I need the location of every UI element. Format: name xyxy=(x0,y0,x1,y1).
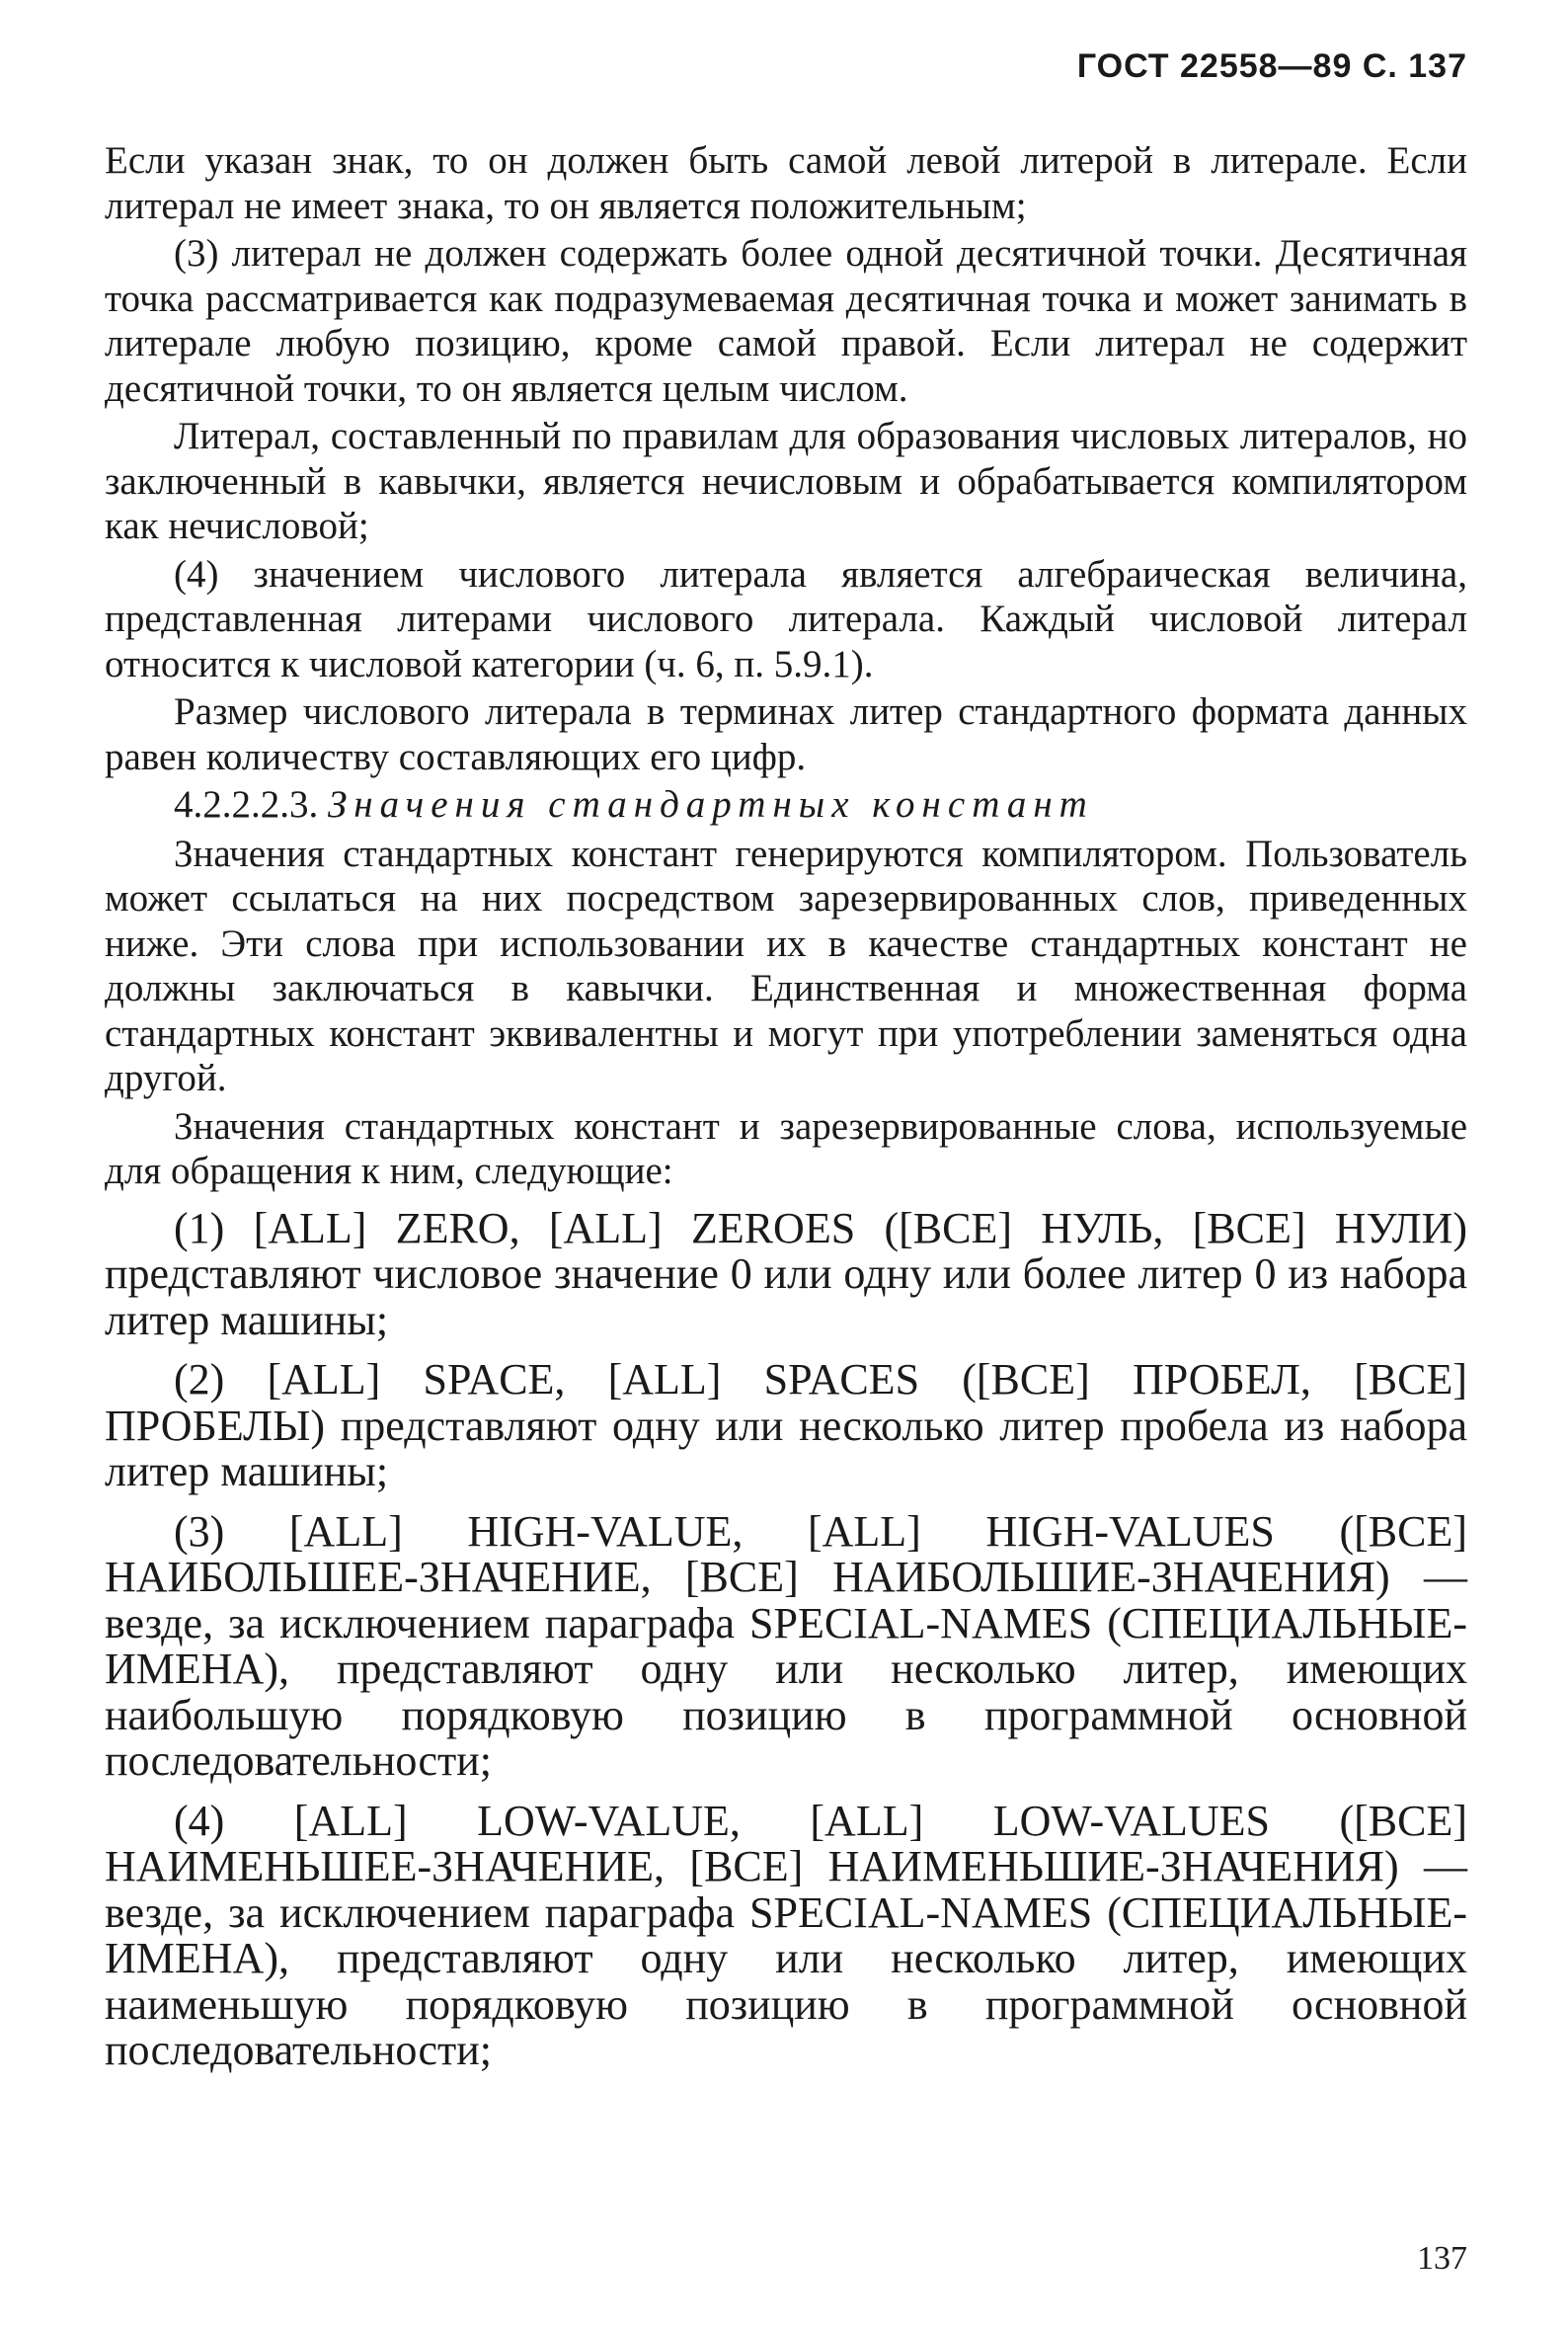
list-item-zero: (1) [ALL] ZERO, [ALL] ZEROES ([ВСЕ] НУЛЬ, [ВСЕ] НУЛИ) представляют числовое значение 0 или одну или более литер 0 из набора литер машины; xyxy=(105,1203,1467,1344)
paragraph-quoted-literal: Литерал, составленный по правилам для образования числовых литералов, но заключенный в кавычки, является нечисловым и обрабатывается компилятором как нечисловой; xyxy=(105,415,1467,547)
paragraph-literal-size: Размер числового литерала в терминах литер стандартного формата данных равен количеству составляющих его цифр. xyxy=(105,690,1467,778)
list-item-low-value: (4) [ALL] LOW-VALUE, [ALL] LOW-VALUES ([ВСЕ] НАИМЕНЬШЕЕ-ЗНАЧЕНИЕ, [ВСЕ] НАИМЕНЬШИЕ-ЗНАЧЕНИЯ) — везде, за исключением параграфа SPECIAL-NAMES (СПЕЦИАЛЬНЫЕ-ИМЕНА), представляют одну или несколько литер, имеющих наименьшую порядковую позицию в программной основной последовательности; xyxy=(105,1796,1467,2074)
running-header: ГОСТ 22558—89 С. 137 xyxy=(1076,47,1467,85)
page-number: 137 xyxy=(1417,2240,1467,2277)
list-item-high-value: (3) [ALL] HIGH-VALUE, [ALL] HIGH-VALUES ([ВСЕ] НАИБОЛЬШЕЕ-ЗНАЧЕНИЕ, [ВСЕ] НАИБОЛЬШИЕ-ЗНАЧЕНИЯ) — везде, за исключением параграфа SPECIAL-NAMES (СПЕЦИАЛЬНЫЕ-ИМЕНА), представляют одну или несколько литер, имеющих наибольшую порядковую позицию в программной основной последовательности; xyxy=(105,1506,1467,1785)
paragraph-standard-constants: Значения стандартных констант генерируются компилятором. Пользователь может ссылаться на них посредством зарезервированных слов, приведенных ниже. Эти слова при использовании их в качестве стандартных констант не должны заключаться в кавычки. Единственная и множественная форма стандартных констант эквивалентны и могут при употреблении заменяться одна другой. xyxy=(105,832,1467,1099)
section-number: 4.2.2.2.3. xyxy=(174,783,319,826)
section-title: Значения стандартных констант xyxy=(328,783,1094,826)
paragraph-decimal-point: (3) литерал не должен содержать более одной десятичной точки. Десятичная точка рассматривается как подразумеваемая десятичная точка и может занимать в литерале любую позицию, кроме самой правой. Если литерал не содержит десятичной точки, то он является целым числом. xyxy=(105,232,1467,410)
section-heading xyxy=(105,782,1467,828)
body-text xyxy=(105,138,1467,2088)
list-item-space: (2) [ALL] SPACE, [ALL] SPACES ([ВСЕ] ПРОБЕЛ, [ВСЕ] ПРОБЕЛЫ) представляют одну или несколько литер пробела из набора литер машины; xyxy=(105,1355,1467,1495)
paragraph-sign-rule: Если указан знак, то он должен быть самой левой литерой в литерале. Если литерал не имеет знака, то он является положительным; xyxy=(105,139,1467,227)
paragraph-reserved-words-intro: Значения стандартных констант и зарезервированные слова, используемые для обращения к ним, следующие: xyxy=(105,1104,1467,1192)
document-page xyxy=(105,40,1467,2291)
paragraph-literal-value: (4) значением числового литерала является алгебраическая величина, представленная литерами числового литерала. Каждый числовой литерал относится к числовой категории (ч. 6, п. 5.9.1). xyxy=(105,552,1467,685)
